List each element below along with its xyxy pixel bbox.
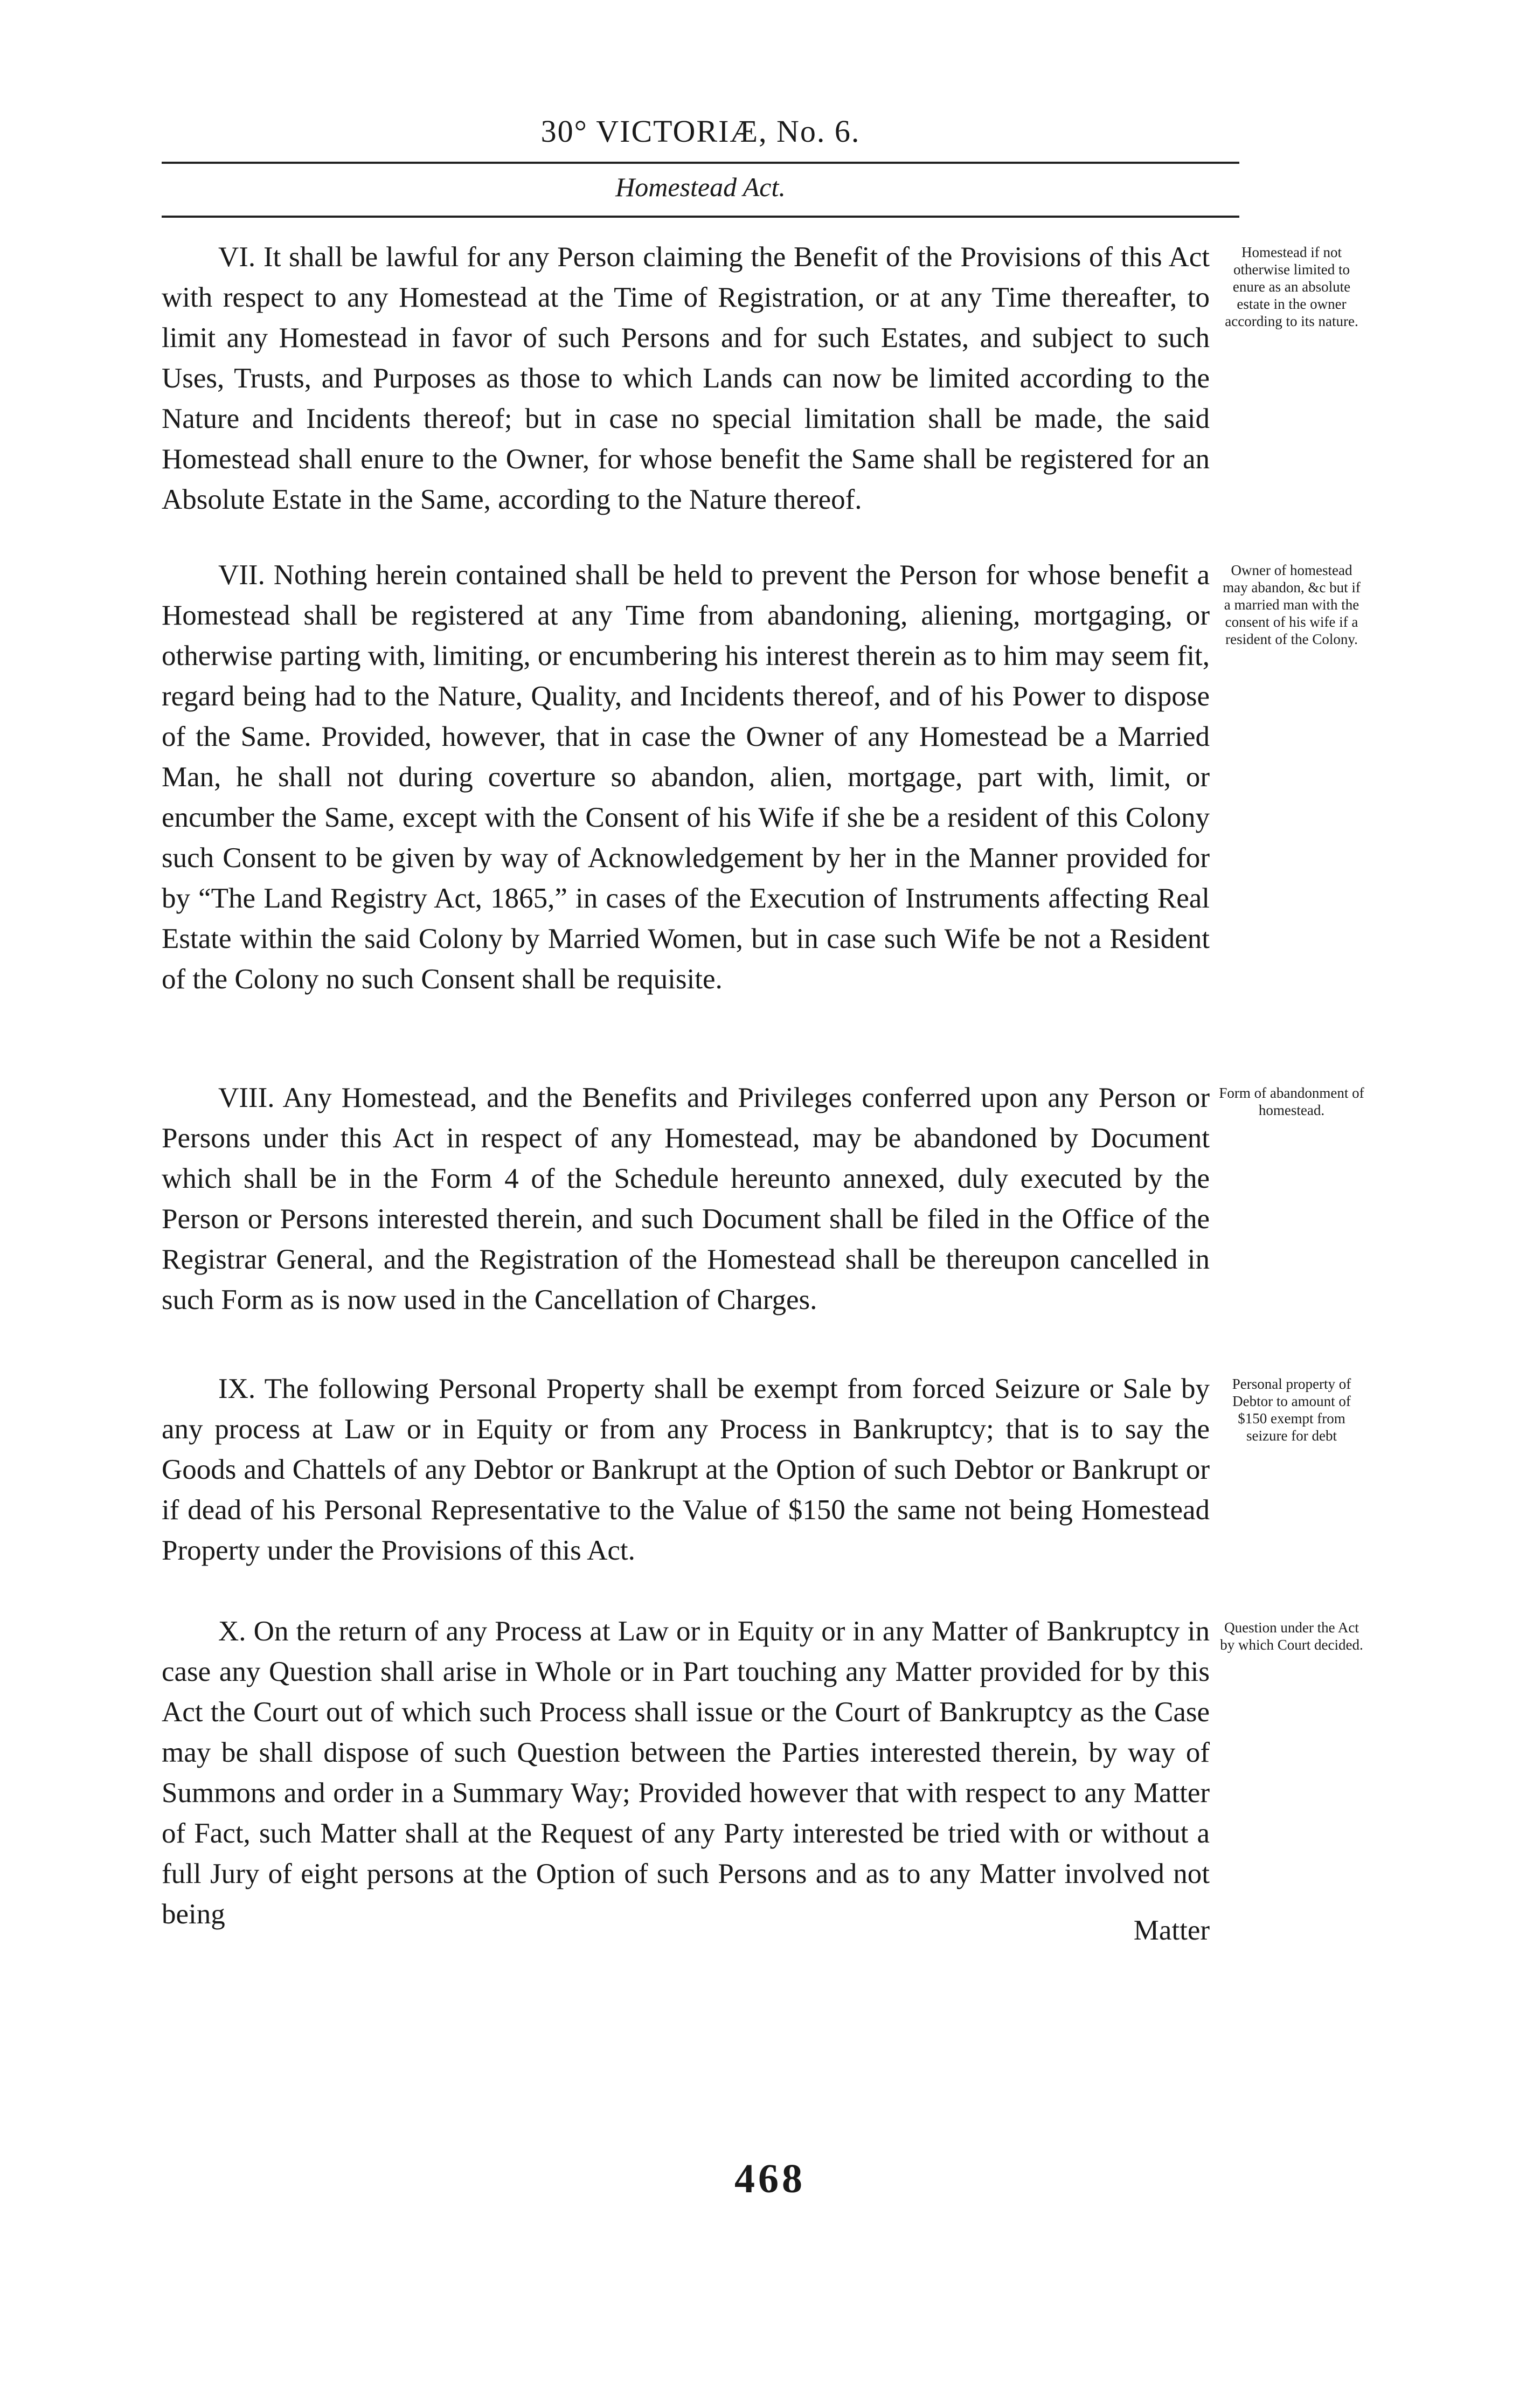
section-8-margin-note: Form of abandonment of homestead.: [1219, 1085, 1364, 1118]
running-head: 30° VICTORIÆ, No. 6.: [540, 114, 861, 149]
section-6-margin-note: Homestead if not otherwise limited to enure as an absolute estate in the owner according to its nature.: [1225, 244, 1358, 329]
section-7-margin-note: Owner of homestead may abandon, &c but if a married man with the consent of his wife if a resident of the Colony.: [1223, 562, 1361, 647]
section-8-text: VIII. Any Homestead, and the Benefits and Privileges conferred upon any Person or Persons under this Act in respect of any Homestead, may be abandoned by Document which shall be in the Form 4 of the Schedule hereunto annexed, duly executed by the Person or Persons interested therein, and such Document shall be filed in the Office of the Registrar General, and the Registration of the Homestead shall be thereupon cancelled in such Form as is now used in the Cancellation of Charges.: [162, 1082, 1210, 1315]
header-rule-bottom: [162, 216, 1239, 218]
section-10-text: X. On the return of any Process at Law or in Equity or in any Matter of Bankruptcy in case any Question shall arise in Whole or in Part touching any Matter provided for by this Act the Court out of which such Process shall issue or the Court of Bankruptcy as the Case may be shall dispose of such Question between the Parties interested therein, by way of Summons and order in a Summary Way; Provided however that with respect to any Matter of Fact, such Matter shall at the Request of any Party interested be tried with or without a full Jury of eight persons at the Option of such Persons and as to any Matter involved not being: [162, 1616, 1210, 1930]
catchword: Matter: [1133, 1915, 1210, 1946]
section-9-text: IX. The following Personal Property shall be exempt from forced Seizure or Sale by any process at Law or in Equity or from any Process in Bankruptcy; that is to say the Goods and Chattels of any Debtor or Bankrupt at the Option of such Debtor or Bankrupt or if dead of his Personal Representative to the Value of $150 the same not being Homestead Property under the Provisions of this Act.: [162, 1373, 1210, 1566]
header-rule-top: [162, 162, 1239, 164]
page-number: 468: [734, 2156, 806, 2201]
section-6-text: VI. It shall be lawful for any Person claiming the Benefit of the Provisions of this Act with respect to any Homestead at the Time of Registration, or at any Time thereafter, to limit any Homestead in favor of such Persons and for such Estates, and subject to such Uses, Trusts, and Purposes as those to which Lands can now be limited according to the Nature and Incidents thereof; but in case no special limitation shall be made, the said Homestead shall enure to the Owner, for whose benefit the Same shall be registered for an Absolute Estate in the Same, according to the Nature thereof.: [162, 241, 1210, 515]
section-9-margin-note: Personal property of Debtor to amount of $150 exempt from seizure for debt: [1232, 1376, 1351, 1444]
section-10-margin-note: Question under the Act by which Court decided.: [1220, 1619, 1363, 1653]
section-7-text: VII. Nothing herein contained shall be held to prevent the Person for whose benefit a Homestead shall be registered at any Time from abandoning, aliening, mortgaging, or otherwise parting with, limiting, or encumbering his interest therein as to him may seem fit, regard being had to the Nature, Quality, and Incidents thereof, and of his Power to dispose of the Same. Provided, however, that in case the Owner of any Homestead be a Married Man, he shall not during coverture so abandon, alien, mortgage, part with, limit, or encumber the Same, except with the Consent of his Wife if she be a resident of this Colony such Consent to be given by way of Acknowledgement by her in the Manner provided for by “The Land Registry Act, 1865,” in cases of the Execution of Instruments affecting Real Estate within the said Colony by Married Women, but in case such Wife be not a Resident of the Colony no such Consent shall be requisite.: [162, 559, 1210, 995]
act-title: Homestead Act.: [615, 172, 786, 202]
